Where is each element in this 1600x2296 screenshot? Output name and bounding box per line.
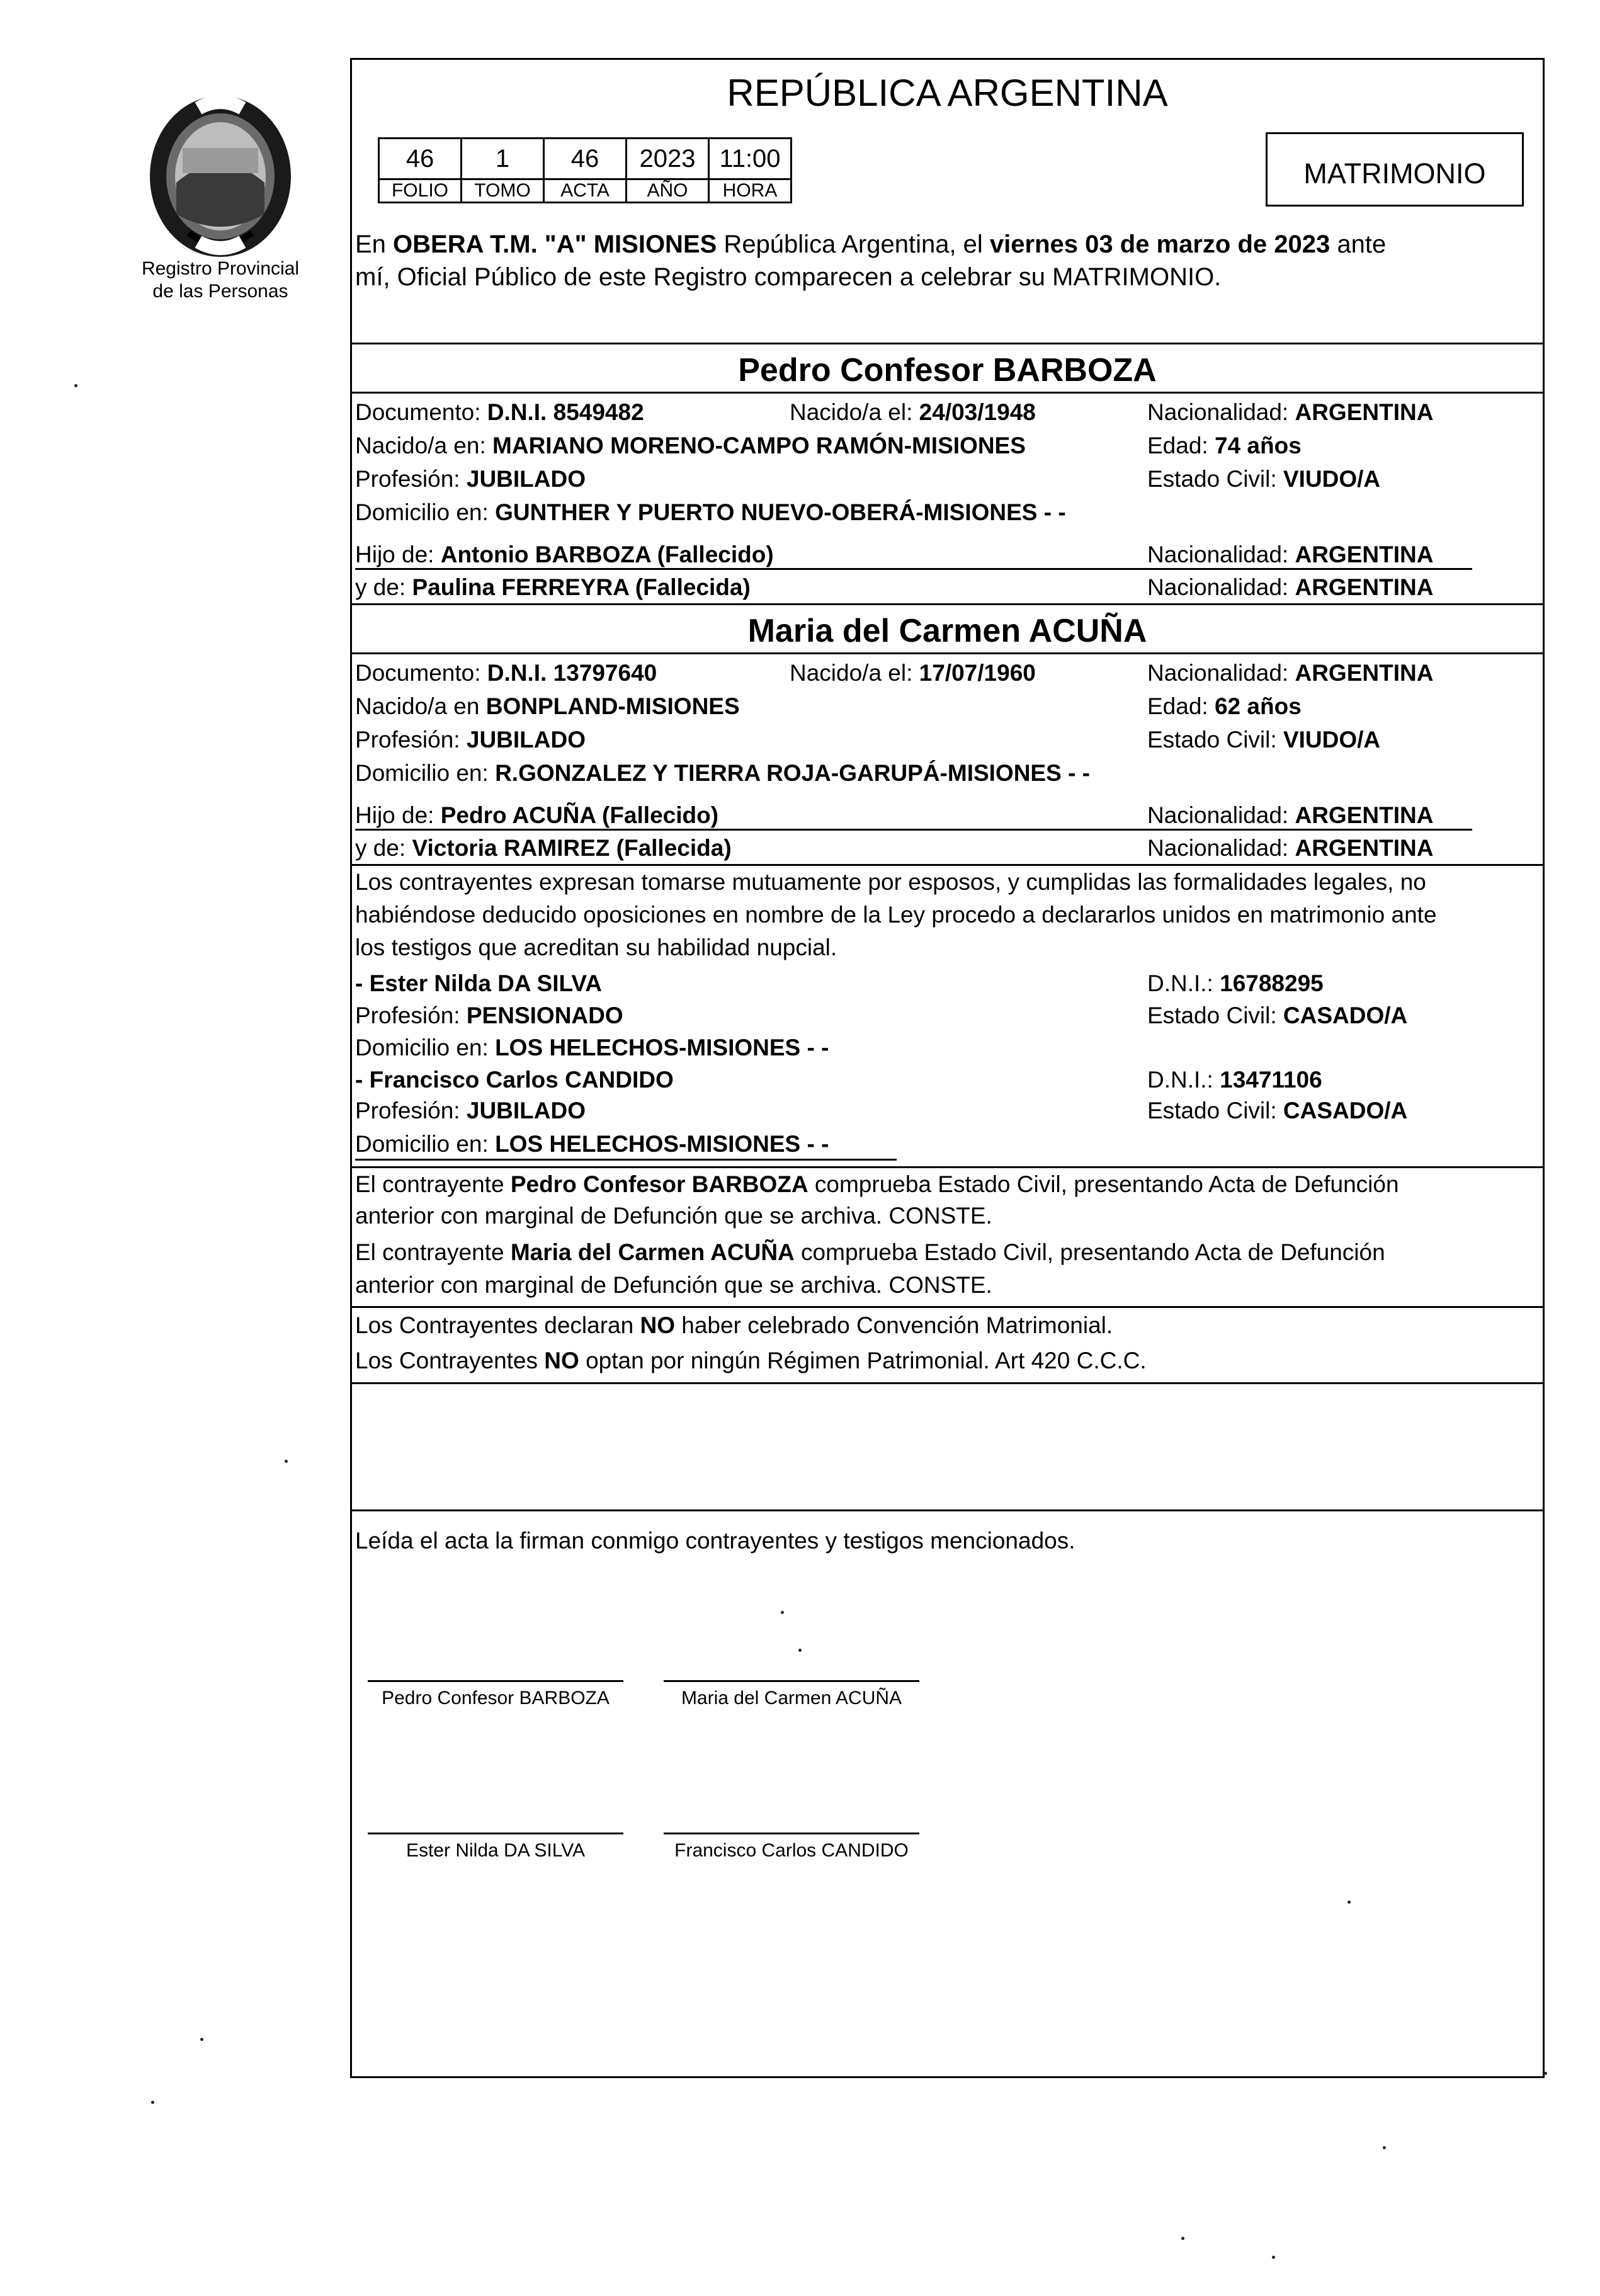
anio-label: AÑO [627,179,709,203]
spouse2-father-nationality: Nacionalidad: ARGENTINA [1147,802,1434,828]
spouse2-birthdate: Nacido/a el: 17/07/1960 [790,660,1036,686]
proof1-line2: anterior con marginal de Defunción que se archiva. CONSTE. [355,1203,992,1229]
hora-value: 11:00 [709,139,791,179]
scan-speck [74,384,77,387]
witness1-civil-status: Estado Civil: CASADO/A [1147,1003,1408,1028]
intro-line2: mí, Oficial Público de este Registro comparecen a celebrar su MATRIMONIO. [355,263,1222,291]
witness2-dni: D.N.I.: 13471106 [1147,1067,1322,1093]
scan-speck [1544,2072,1547,2075]
regime-line2: Los Contrayentes NO optan por ningún Régimen Patrimonial. Art 420 C.C.C. [355,1348,1147,1373]
divider [350,603,1545,605]
scan-speck [1272,2256,1275,2259]
spouse2-name: Maria del Carmen ACUÑA [747,613,1147,649]
scan-speck [151,2101,154,2104]
scan-speck [1383,2146,1386,2149]
proof2-line1: El contrayente Maria del Carmen ACUÑA comprueba Estado Civil, presentando Acta de Defunción [355,1239,1385,1265]
registry-name-line1: Registro Provincial [141,258,300,279]
hora-label: HORA [709,179,791,203]
country-title: REPÚBLICA ARGENTINA [727,72,1168,114]
signature-line [368,1833,623,1834]
scan-speck [798,1649,802,1652]
witness1-dni: D.N.I.: 16788295 [1147,970,1324,996]
spouse2-mother: y de: Victoria RAMIREZ (Fallecida) [355,835,732,861]
divider [350,343,1545,344]
scan-speck [285,1460,288,1463]
folio-value: 46 [379,139,462,179]
witness1-name: - Ester Nilda DA SILVA [355,970,602,996]
seal-emblem-icon [139,88,302,264]
spouse1-address: Domicilio en: GUNTHER Y PUERTO NUEVO-OBERÁ-MISIONES - - [355,499,1066,525]
divider [350,864,1545,866]
act-type-box [1266,132,1524,207]
spouse2-address: Domicilio en: R.GONZALEZ Y TIERRA ROJA-GARUPÁ-MISIONES - - [355,760,1090,786]
registration-fields [378,137,792,203]
spouse1-mother: y de: Paulina FERREYRA (Fallecida) [355,574,751,600]
spouse2-birthplace: Nacido/a en BONPLAND-MISIONES [355,693,740,719]
signature-name-spouse2: Maria del Carmen ACUÑA [681,1688,902,1708]
witness1-profession: Profesión: PENSIONADO [355,1003,623,1028]
folio-label: FOLIO [379,179,462,203]
divider [350,1166,1545,1168]
acta-value: 46 [544,139,627,179]
spouse2-father: Hijo de: Pedro ACUÑA (Fallecido) [355,802,719,828]
witness2-name: - Francisco Carlos CANDIDO [355,1067,674,1093]
spouse1-name: Pedro Confesor BARBOZA [738,352,1157,389]
divider [350,652,1545,654]
act-type-label: MATRIMONIO [1303,157,1486,190]
declaration-line1: Los contrayentes expresan tomarse mutuamente por esposos, y cumplidas las formalidades legales, no [355,869,1426,895]
spouse2-nationality: Nacionalidad: ARGENTINA [1147,660,1434,686]
divider [350,1509,1545,1511]
anio-value: 2023 [627,139,709,179]
witness2-civil-status: Estado Civil: CASADO/A [1147,1098,1408,1123]
spouse1-nationality: Nacionalidad: ARGENTINA [1147,399,1434,425]
spouse2-document: Documento: D.N.I. 13797640 [355,660,657,686]
scan-speck [200,2038,203,2041]
spouse1-birthdate: Nacido/a el: 24/03/1948 [790,399,1036,425]
proof1-line1: El contrayente Pedro Confesor BARBOZA comprueba Estado Civil, presentando Acta de Defunción [355,1171,1399,1197]
regime-line1: Los Contrayentes declaran NO haber celebrado Convención Matrimonial. [355,1312,1113,1338]
spouse2-mother-nationality: Nacionalidad: ARGENTINA [1147,835,1434,861]
witness-underline [355,1159,897,1161]
scan-speck [1348,1901,1351,1904]
witness1-address: Domicilio en: LOS HELECHOS-MISIONES - - [355,1035,829,1060]
signature-name-witness1: Ester Nilda DA SILVA [406,1840,585,1861]
divider [350,392,1545,394]
registry-name-line2: de las Personas [152,281,288,302]
spouse1-civil-status: Estado Civil: VIUDO/A [1147,466,1381,492]
spouse1-father: Hijo de: Antonio BARBOZA (Fallecido) [355,542,774,567]
intro-line1: En OBERA T.M. "A" MISIONES República Argentina, el viernes 03 de marzo de 2023 ante [355,230,1387,258]
registry-seal [139,88,302,264]
spouse2-profession: Profesión: JUBILADO [355,727,586,753]
spouse1-age: Edad: 74 años [1147,433,1302,458]
parents-underline [355,829,1472,831]
spouse1-profession: Profesión: JUBILADO [355,466,586,492]
spouse1-document: Documento: D.N.I. 8549482 [355,399,644,425]
closing-statement: Leída el acta la firman conmigo contrayentes y testigos mencionados. [355,1528,1075,1554]
signature-line [368,1680,623,1682]
spouse1-father-nationality: Nacionalidad: ARGENTINA [1147,542,1434,567]
witness2-profession: Profesión: JUBILADO [355,1098,586,1123]
divider [350,1306,1545,1308]
scan-speck [781,1611,784,1614]
tomo-value: 1 [462,139,544,179]
signature-name-spouse1: Pedro Confesor BARBOZA [382,1688,610,1708]
spouse1-birthplace: Nacido/a en: MARIANO MORENO-CAMPO RAMÓN-MISIONES [355,433,1026,458]
declaration-line3: los testigos que acreditan su habilidad nupcial. [355,935,837,960]
proof2-line2: anterior con marginal de Defunción que se archiva. CONSTE. [355,1272,992,1298]
witness2-address: Domicilio en: LOS HELECHOS-MISIONES - - [355,1131,829,1157]
signature-line [664,1680,919,1682]
spouse2-civil-status: Estado Civil: VIUDO/A [1147,727,1381,753]
parents-underline [355,568,1472,570]
spouse1-mother-nationality: Nacionalidad: ARGENTINA [1147,574,1434,600]
declaration-line2: habiéndose deducido oposiciones en nombre de la Ley procedo a declararlos unidos en matrimonio ante [355,902,1437,928]
divider [350,1382,1545,1384]
signature-line [664,1833,919,1834]
spouse2-age: Edad: 62 años [1147,693,1302,719]
acta-label: ACTA [544,179,627,203]
tomo-label: TOMO [462,179,544,203]
signature-name-witness2: Francisco Carlos CANDIDO [674,1840,909,1861]
scan-speck [1181,2237,1184,2240]
